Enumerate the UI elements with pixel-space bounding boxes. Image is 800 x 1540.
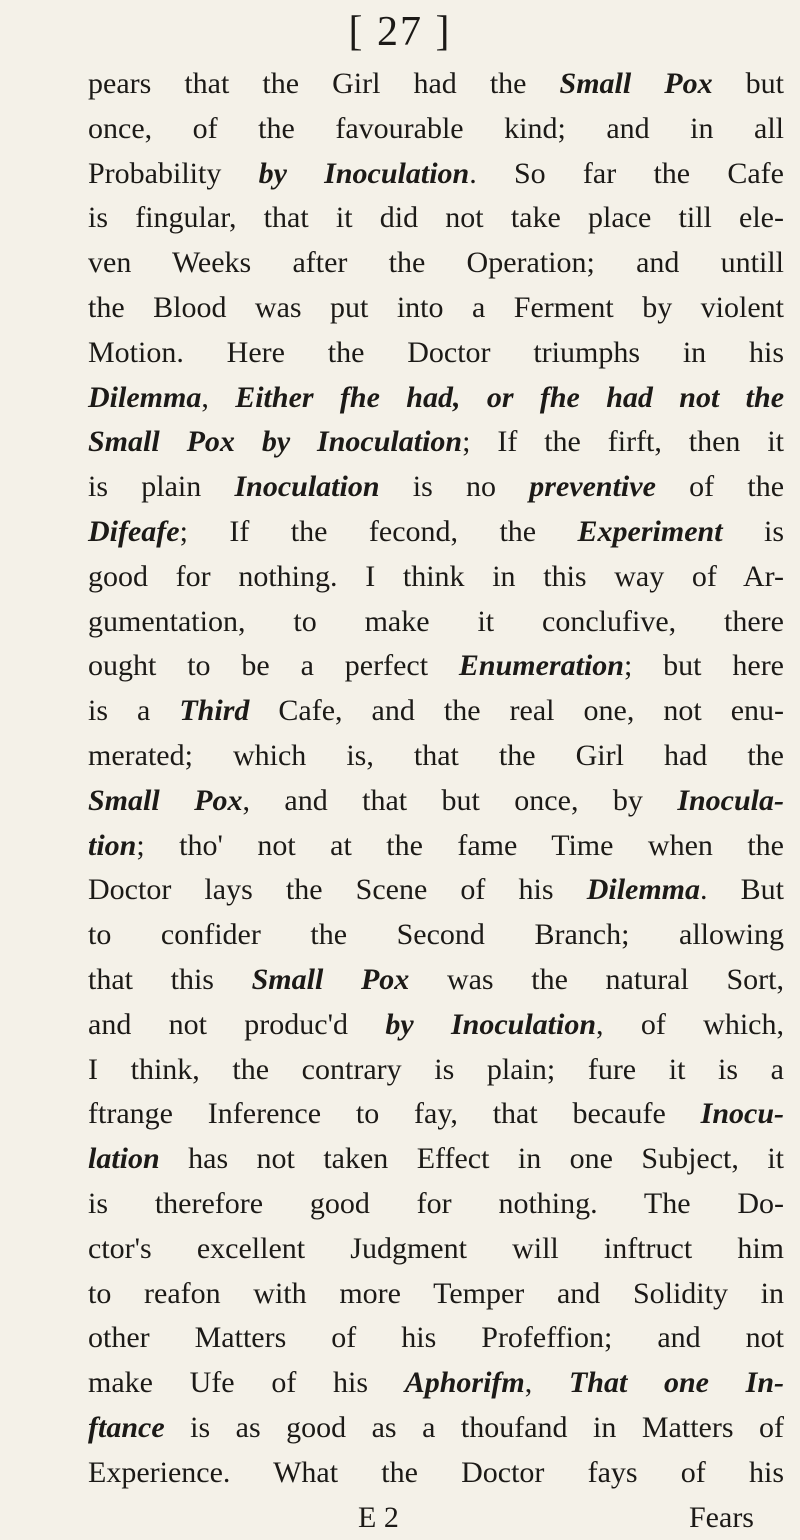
text-line-18: tion; tho' not at the fame Time when the bbox=[88, 824, 784, 869]
text-line-29: other Matters of his Profeffion; and not bbox=[88, 1316, 784, 1361]
text-line-30: make Ufe of his Aphorifm, That one In- bbox=[88, 1361, 784, 1406]
text-line-2: once, of the favourable kind; and in all bbox=[88, 107, 784, 152]
text-line-6: the Blood was put into a Ferment by violent bbox=[88, 286, 784, 331]
text-line-10: is plain Inoculation is no preventive of the bbox=[88, 465, 784, 510]
text-line-26: is therefore good for nothing. The Do- bbox=[88, 1182, 784, 1227]
text-line-28: to reafon with more Temper and Solidity in bbox=[88, 1272, 784, 1317]
text-line-31: ftance is as good as a thoufand in Matters of bbox=[88, 1406, 784, 1451]
text-line-8: Dilemma, Either fhe had, or fhe had not the bbox=[88, 376, 784, 421]
text-line-4: is fingular, that it did not take place till ele- bbox=[88, 196, 784, 241]
text-line-23: I think, the contrary is plain; fure it is a bbox=[88, 1048, 784, 1093]
text-line-9: Small Pox by Inoculation; If the firft, then it bbox=[88, 420, 784, 465]
text-line-15: is a Third Cafe, and the real one, not enu- bbox=[88, 689, 784, 734]
text-line-3: Probability by Inoculation. So far the Cafe bbox=[88, 152, 784, 197]
text-line-7: Motion. Here the Doctor triumphs in his bbox=[88, 331, 784, 376]
body-text bbox=[88, 62, 784, 1540]
text-line-19: Doctor lays the Scene of his Dilemma. But bbox=[88, 868, 784, 913]
text-line-14: ought to be a perfect Enumeration; but here bbox=[88, 644, 784, 689]
text-line-24: ftrange Inference to fay, that becaufe Inocu- bbox=[88, 1092, 784, 1137]
text-line-17: Small Pox, and that but once, by Inocula- bbox=[88, 779, 784, 824]
text-line-11: Difeafe; If the fecond, the Experiment is bbox=[88, 510, 784, 555]
text-line-25: lation has not taken Effect in one Subject, it bbox=[88, 1137, 784, 1182]
text-line-22: and not produc'd by Inoculation, of which, bbox=[88, 1003, 784, 1048]
text-line-21: that this Small Pox was the natural Sort, bbox=[88, 958, 784, 1003]
text-line-16: merated; which is, that the Girl had the bbox=[88, 734, 784, 779]
text-line-12: good for nothing. I think in this way of Ar- bbox=[88, 555, 784, 600]
text-line-27: ctor's excellent Judgment will inftruct him bbox=[88, 1227, 784, 1272]
text-line-5: ven Weeks after the Operation; and untill bbox=[88, 241, 784, 286]
text-line-13: gumentation, to make it conclufive, there bbox=[88, 600, 784, 645]
catchword: Fears bbox=[689, 1496, 754, 1540]
text-line-1: pears that the Girl had the Small Pox but bbox=[88, 62, 784, 107]
text-line-32: Experience. What the Doctor fays of his bbox=[88, 1451, 784, 1496]
footer-line bbox=[88, 1496, 784, 1540]
text-line-20: to confider the Second Branch; allowing bbox=[88, 913, 784, 958]
page-number: [ 27 ] bbox=[0, 6, 800, 58]
signature-mark: E 2 bbox=[358, 1496, 399, 1540]
